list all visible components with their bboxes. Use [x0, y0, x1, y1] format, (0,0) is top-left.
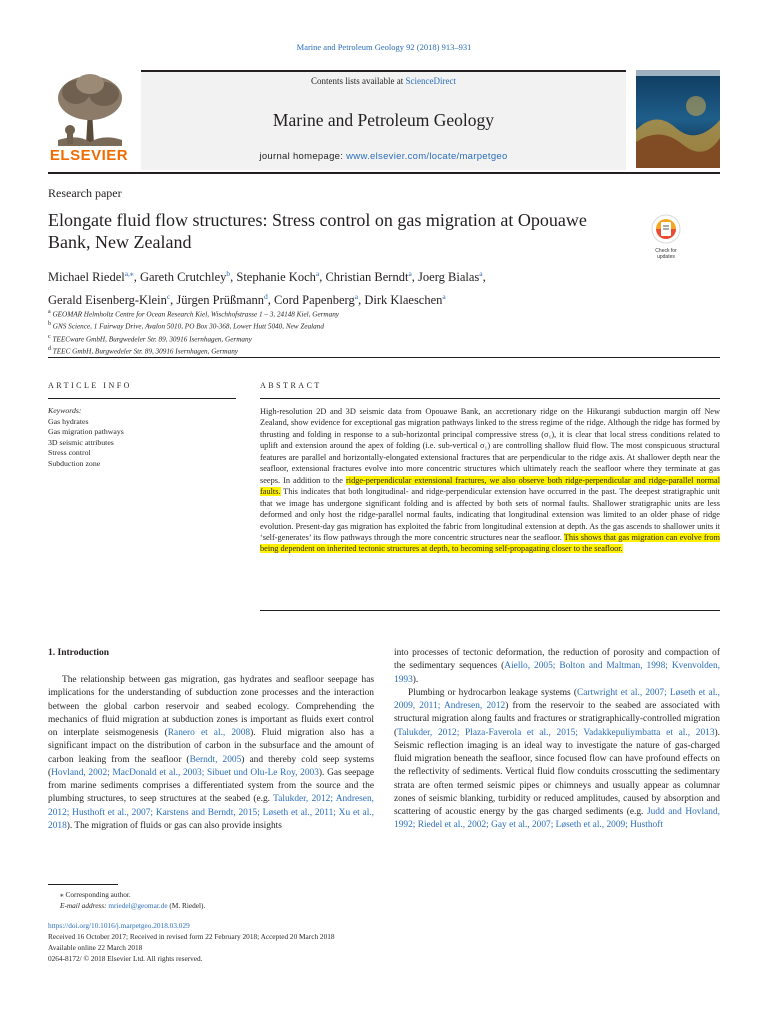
journal-cover-image	[636, 70, 720, 168]
author-affiliation-marker[interactable]: a	[442, 292, 446, 302]
affiliation-item	[48, 307, 688, 319]
homepage-link[interactable]: www.elsevier.com/locate/marpetgeo	[346, 151, 508, 162]
affiliation-item	[48, 344, 688, 356]
header-rule	[48, 172, 720, 174]
author-affiliation-marker[interactable]: b	[226, 269, 231, 278]
author-name[interactable]: Cord Papenberg	[274, 293, 355, 308]
corresponding-author-note: ⁎ Corresponding author.	[60, 890, 131, 899]
journal-reference-link[interactable]: Marine and Petroleum Geology 92 (2018) 913–931	[296, 42, 472, 52]
author-separator: ,	[133, 270, 140, 285]
keyword-item: 3D seismic attributes	[48, 437, 114, 447]
intro-paragraph-2: Plumbing or hydrocarbon leakage systems (Cartwright et al., 2007; Løseth et al., 2009, 2011; Andresen, 2012) from the reservoir to the seabed are associated with structural migration along faults and fractures or stratigraphically-controlled migration (Talukder, 2012; Plaza-Faverola et al., 2015; Vadakkepuliymbatta et al., 2013). Seismic reflection imaging is an ideal way to investigate the nature of gas-charged fluid migration beneath the seafloor, since focused flow can have profound effects on the reflectivity of sediments. Vertical fluid flow conduits crosscutting the sedimentary strata are often termed seismic pipes or chimneys and usually appear as columnar zones of seismic blanking, turbidity or reduced amplitudes, caused by absorption and scattering of acoustic energy by the gas charged sediments (e.g. Judd and Hovland, 1992; Riedel et al., 2002; Gay et al., 2007; Løseth et al., 2009; Husthoft	[394, 687, 720, 831]
author-affiliation-marker[interactable]: a	[315, 269, 320, 278]
keywords-block	[48, 406, 238, 469]
svg-text:updates: updates	[657, 254, 675, 260]
affiliation-text: GEOMAR Helmholtz Centre for Ocean Research Kiel, Wischhofstrasse 1 – 3, 24148 Kiel, Germany	[52, 310, 339, 319]
affiliation-text: TEECware GmbH, Burgwedeler Str. 89, 30916 Isernhagen, Germany	[52, 335, 252, 344]
article-title: Elongate fluid flow structures: Stress control on gas migration at Opouawe Bank, New Zealand	[48, 210, 587, 252]
author-separator: ,	[482, 270, 486, 285]
abstract-highlight-1[interactable]: ridge-perpendicular extensional fractures, we also observe both ridge-perpendicular and ridge-parallel normal faults.	[260, 475, 720, 497]
author-name[interactable]: Joerg Bialas	[418, 270, 480, 285]
abstract-rule	[260, 398, 720, 399]
author-affiliation-marker[interactable]: a,⁎	[124, 269, 134, 278]
elsevier-wordmark: ELSEVIER	[49, 147, 129, 164]
article-metadata	[48, 920, 548, 964]
keyword-item: Stress control	[48, 448, 91, 457]
author-affiliation-marker[interactable]: d	[264, 292, 268, 302]
author-separator: ,	[411, 270, 419, 285]
doi-link[interactable]: https://doi.org/10.1016/j.marpetgeo.2018.03.029	[48, 921, 190, 930]
contents-prefix: Contents lists available at	[311, 76, 406, 86]
abstract-bottom-rule	[260, 610, 720, 611]
citation-link[interactable]: Judd and Hovland, 1992; Riedel et al., 2002; Gay et al., 2007; Løseth et al., 2009; Husthoft	[394, 807, 720, 831]
keyword-item: Gas hydrates	[48, 416, 89, 426]
keyword-item: Subduction zone	[48, 458, 101, 468]
citation-link[interactable]: Talukder, 2012; Andresen, 2012; Husthoft et al., 2007; Karstens and Berndt, 2015; Løseth et al., 2011; Xu et al., 2018	[48, 794, 374, 831]
affiliation-list	[48, 307, 688, 357]
crossmark-check-for-updates-button[interactable]	[644, 212, 688, 264]
author-name[interactable]: Michael Riedel	[48, 270, 125, 285]
svg-text:Check for: Check for	[655, 248, 677, 254]
introduction-heading: 1. Introduction	[48, 648, 110, 658]
article-type: Research paper	[48, 186, 122, 200]
crossmark-icon	[644, 212, 688, 264]
email-note: E-mail address: mriedel@geomar.de (M. Riedel).	[60, 901, 206, 910]
author-affiliation-marker[interactable]: a	[354, 292, 359, 302]
keywords-label: Keywords:	[48, 406, 82, 415]
article-info-heading: ARTICLE INFO	[48, 381, 132, 390]
author-separator: ,	[358, 293, 365, 308]
intro-paragraph-1-continued: into processes of tectonic deformation, the reduction of porosity and compaction of the sedimentary sequences (Aiello, 2005; Bolton and Maltman, 1998; Kvenvolden, 1993).	[394, 648, 720, 685]
author-separator: ,	[170, 293, 177, 308]
affiliation-item	[48, 332, 688, 344]
affiliation-key: a	[48, 309, 51, 315]
abstract-part-2: This indicates that both longitudinal- and ridge-perpendicular extension have occurred in the past. The deepest stratigraphic unit that we image has undergone significant folding and is affected by both sets of normal faults. Shallower stratigraphic units are less deformed and only host the ridge-parallel normal faults, indicating that longitudinal extension was limited to an older phase of ridge evolution. Present-day gas migration has exploited the fabric from longitudinal extension at depth. As the gas ascends to shallower units it ‘self-generates’ its flow pathways through the more concentric structures near the seafloor.	[260, 487, 720, 542]
citation-link[interactable]: Hovland, 2002; MacDonald et al., 2003; Sibuet und Olu-Le Roy, 2003	[51, 767, 319, 778]
abstract-text	[260, 406, 720, 555]
affiliation-text: TEEC GmbH, Burgwedeler Str. 89, 30916 Isernhagen, Germany	[52, 347, 238, 356]
body-column-left	[48, 674, 374, 833]
author-name[interactable]: Gerald Eisenberg-Klein	[48, 293, 167, 308]
author-email-link[interactable]: mriedel@geomar.de	[108, 901, 168, 910]
author-name[interactable]: Stephanie Koch	[236, 270, 316, 285]
sciencedirect-link[interactable]: ScienceDirect	[405, 76, 456, 86]
author-name[interactable]: Gareth Crutchley	[139, 270, 227, 285]
journal-title: Marine and Petroleum Geology	[272, 110, 495, 130]
affiliation-key: b	[48, 321, 51, 328]
author-separator: ,	[319, 270, 326, 285]
affiliation-text: GNS Science, 1 Fairway Drive, Avalon 5010, PO Box 30-368, Lower Hutt 5040, New Zealand	[52, 322, 324, 331]
keyword-item: Gas migration pathways	[48, 427, 124, 436]
body-column-right	[394, 647, 720, 833]
author-separator: ,	[267, 293, 275, 308]
citation-link[interactable]: Cartwright et al., 2007; Løseth et al., 2009, 2011; Andresen, 2012	[394, 687, 720, 711]
journal-homepage	[141, 151, 626, 162]
intro-paragraph-1: The relationship between gas migration, gas hydrates and seafloor seepage has implications for the understanding of subduction zone processes and the interaction between the global carbon reservoir and seabed ecology. Comprehending the mechanics of fluid migration at subduction zones is important as fluids exert control on interplate seismogenesis (Ranero et al., 2008). Fluid migration also has a significant impact on the distribution of carbon in the subsurface and the amount of carbon leaking from the seafloor (Berndt, 2005) and thereby cold seep systems (Hovland, 2002; MacDonald et al., 2003; Sibuet und Olu-Le Roy, 2003). Gas seepage from marine sediments comprises a differentiated system from the source and the plumbing structures, to seep structures at the seabed (e.g. Talukder, 2012; Andresen, 2012; Husthoft et al., 2007; Karstens and Berndt, 2015; Løseth et al., 2011; Xu et al., 2018). The migration of fluids or gas can also provide insights	[48, 675, 374, 831]
author-name[interactable]: Jürgen Prüßmann	[176, 293, 265, 308]
contents-line	[141, 76, 626, 86]
citation-link[interactable]: Ranero et al., 2008	[167, 728, 251, 738]
citation-link[interactable]: Talukder, 2012; Plaza-Faverola et al., 2015; Vadakkepuliymbatta et al., 2013	[397, 727, 715, 738]
affiliation-item	[48, 319, 688, 331]
affiliation-key: d	[48, 346, 51, 353]
online-date: Available online 22 March 2018	[48, 943, 143, 952]
citation-link[interactable]: Aiello, 2005; Bolton and Maltman, 1998; Kvenvolden, 1993	[394, 661, 720, 685]
author-name[interactable]: Christian Berndt	[325, 270, 409, 285]
keywords-list	[48, 417, 238, 470]
received-dates: Received 16 October 2017; Received in revised form 22 February 2018; Accepted 20 March 2018	[48, 932, 335, 941]
author-affiliation-marker[interactable]: a	[479, 269, 483, 278]
abstract-highlight-2[interactable]: This shows that gas migration can evolve from being dependent on inherited tectonic structures at depth, to becoming self-propagating closer to the seafloor.	[260, 532, 720, 554]
copyright: 0264-8172/ © 2018 Elsevier Ltd. All rights reserved.	[48, 954, 203, 963]
author-name[interactable]: Dirk Klaeschen	[364, 293, 443, 308]
author-affiliation-marker[interactable]: a	[408, 269, 412, 278]
abstract-part-1: High-resolution 2D and 3D seismic data from Opouawe Bank, an accretionary ridge on the Hikurangi subduction margin off New Zealand, show evidence for exceptional gas migration pathways linked to the stress regime of the ridge. Although the ridge has formed by thrusting and folding in response to a sub-horizontal principal compressive stress (σ₁), it is clear that local stress conditions related to uplift and extension around the apex of folding (i.e. sub-vertical σ₁) are controlling shallow fluid flow. The most conspicuous structural features are parallel and horizontally-elongated extensional fractures that are perpendicular to the ridge axis. At shallower depth near the seafloor, extensional fractures evolve into more concentric structures which ultimately reach the seafloor where they terminate at gas seeps. In addition to the	[260, 407, 720, 485]
abstract-heading: ABSTRACT	[260, 381, 322, 390]
author-affiliation-marker[interactable]: c	[166, 292, 171, 302]
affiliation-rule	[48, 357, 720, 358]
author-list	[48, 264, 688, 310]
footnote	[48, 889, 378, 911]
homepage-prefix: journal homepage:	[259, 151, 347, 162]
article-info-rule	[48, 398, 236, 399]
affiliation-key: c	[48, 333, 51, 340]
footnote-rule	[48, 884, 118, 885]
author-separator: ,	[230, 270, 237, 285]
citation-link[interactable]: Berndt, 2005	[189, 754, 242, 765]
